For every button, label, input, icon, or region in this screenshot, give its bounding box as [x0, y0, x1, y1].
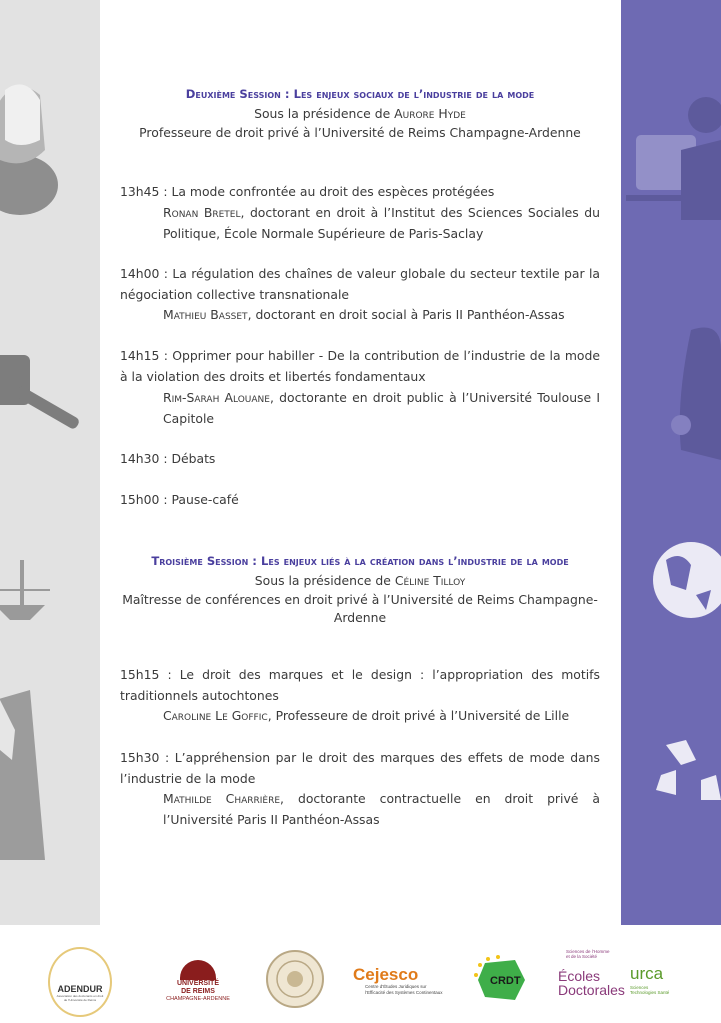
urca-logo: UNIVERSITÉ DE REIMS CHAMPAGNE-ARDENNE	[158, 955, 238, 1007]
speaker-affiliation: , doctorant en droit à l’Institut des Sciences Sociales du Politique, École Normale Supérieure de Paris-Saclay	[163, 205, 600, 241]
adendur-logo: ADENDUR Association des doctorants en droit de l’Université de Reims	[48, 947, 112, 1017]
speaker-affiliation: , Professeure de droit privé à l’Université de Lille	[267, 708, 570, 723]
talk-time: 14h15	[120, 348, 160, 363]
chair-prefix: Sous la présidence de	[254, 106, 391, 121]
right-decorative-band	[621, 0, 721, 925]
talk-1530: 15h30 : L’appréhension par le droit des marques des effets de mode dans l’industrie de la mode	[120, 750, 600, 786]
judge-icon	[0, 84, 58, 215]
talk-1500: 15h00 : Pause-café	[120, 492, 239, 507]
talk-title: L’appréhension par le droit des marques des effets de mode dans l’industrie de la mode	[120, 750, 600, 786]
crdt-logo: CRDT	[470, 955, 532, 1005]
talk-time: 13h45	[120, 184, 160, 199]
session-2-chair	[120, 104, 600, 124]
talk-title: Opprimer pour habiller - De la contribution de l’industrie de la mode à la violation des droits et libertés fondamentaux	[120, 348, 600, 384]
talk-time: 14h30	[120, 451, 160, 466]
speaker-name: Mathieu Basset	[163, 307, 248, 322]
talk-title: La mode confrontée au droit des espèces protégées	[171, 184, 495, 199]
speaker-name: Rim-Sarah Alouane	[163, 390, 270, 405]
session-3-chair-role: Maîtresse de conférences en droit privé à l’Université de Reims Champagne-Ardenne	[122, 592, 598, 625]
session-2-title: Deuxième Session : Les enjeux sociaux de l’industrie de la mode	[185, 87, 535, 101]
talk-1515-speaker	[163, 706, 600, 727]
talk-time: 14h00	[120, 266, 160, 281]
cejesco-logo: Cejesco Centre d’Études Juridiques sur l’Efficacité des Systèmes Continentaux	[353, 965, 443, 995]
speaker-affiliation: , doctorant en droit social à Paris II Panthéon-Assas	[247, 307, 565, 322]
talk-1345-speaker	[163, 203, 600, 244]
sewing-icon	[626, 97, 721, 220]
talk-time: 15h15	[120, 667, 160, 682]
chair-name: Aurore Hyde	[394, 106, 466, 121]
talk-1400: 14h00 : La régulation des chaînes de valeur globale du secteur textile par la négociation collective transnationale	[120, 266, 600, 302]
speaker-name: Caroline Le Goffic	[163, 708, 268, 723]
footer-logos	[0, 925, 721, 1023]
robe-icon	[0, 690, 45, 860]
left-band-illustrations	[0, 0, 100, 925]
talk-1430: 14h30 : Débats	[120, 451, 216, 466]
speaker-affiliation: , doctorante en droit public à l’Université Toulouse I Capitole	[163, 390, 600, 426]
speaker-affiliation: , doctorante contractuelle en droit privé à l’Université Paris II Panthéon-Assas	[163, 791, 600, 827]
session-2-chair-role: Professeure de droit privé à l’Université de Reims Champagne-Ardenne	[139, 125, 581, 140]
talk-1400-speaker	[163, 305, 600, 326]
right-band-illustrations	[621, 0, 721, 925]
seal-logo	[265, 949, 325, 1009]
mannequin-icon	[671, 328, 721, 461]
talk-1530-speaker	[163, 789, 600, 830]
talk-1415: 14h15 : Opprimer pour habiller - De la contribution de l’industrie de la mode à la violation des droits et libertés fondamentaux	[120, 348, 600, 384]
urca-emblem-icon	[180, 960, 216, 980]
ecoles-doctorales-logo: Sciences de l’Homme et de la Société Écoles Doctorales urca Sciences Technologies Santé	[558, 949, 670, 998]
talk-1345: 13h45 : La mode confrontée au droit des espèces protégées	[120, 184, 495, 199]
chair-prefix: Sous la présidence de	[254, 573, 391, 588]
talk-time: 15h00	[120, 492, 160, 507]
scales-icon	[0, 560, 50, 620]
recycle-icon	[656, 740, 721, 800]
left-decorative-band	[0, 0, 100, 925]
talk-1515: 15h15 : Le droit des marques et le design : l’appropriation des motifs traditionnels autochtones	[120, 667, 600, 703]
seal-icon	[265, 949, 325, 1009]
globe-icon	[653, 542, 721, 618]
chair-name: Céline Tilloy	[394, 573, 466, 588]
speaker-name: Ronan Bretel	[163, 205, 241, 220]
session-3-chair	[120, 571, 600, 591]
talk-time: 15h30	[120, 750, 160, 765]
session-3-title: Troisième Session : Les enjeux liés à la création dans l’industrie de la mode	[151, 554, 569, 568]
talk-1415-speaker	[163, 388, 600, 429]
speaker-name: Mathilde Charrière	[163, 791, 281, 806]
talk-title: Pause-café	[171, 492, 239, 507]
talk-title: Le droit des marques et le design : l’appropriation des motifs traditionnels autochtones	[120, 667, 600, 703]
talk-title: La régulation des chaînes de valeur globale du secteur textile par la négociation collective transnationale	[120, 266, 600, 302]
gavel-icon	[0, 355, 81, 430]
talk-title: Débats	[171, 451, 216, 466]
